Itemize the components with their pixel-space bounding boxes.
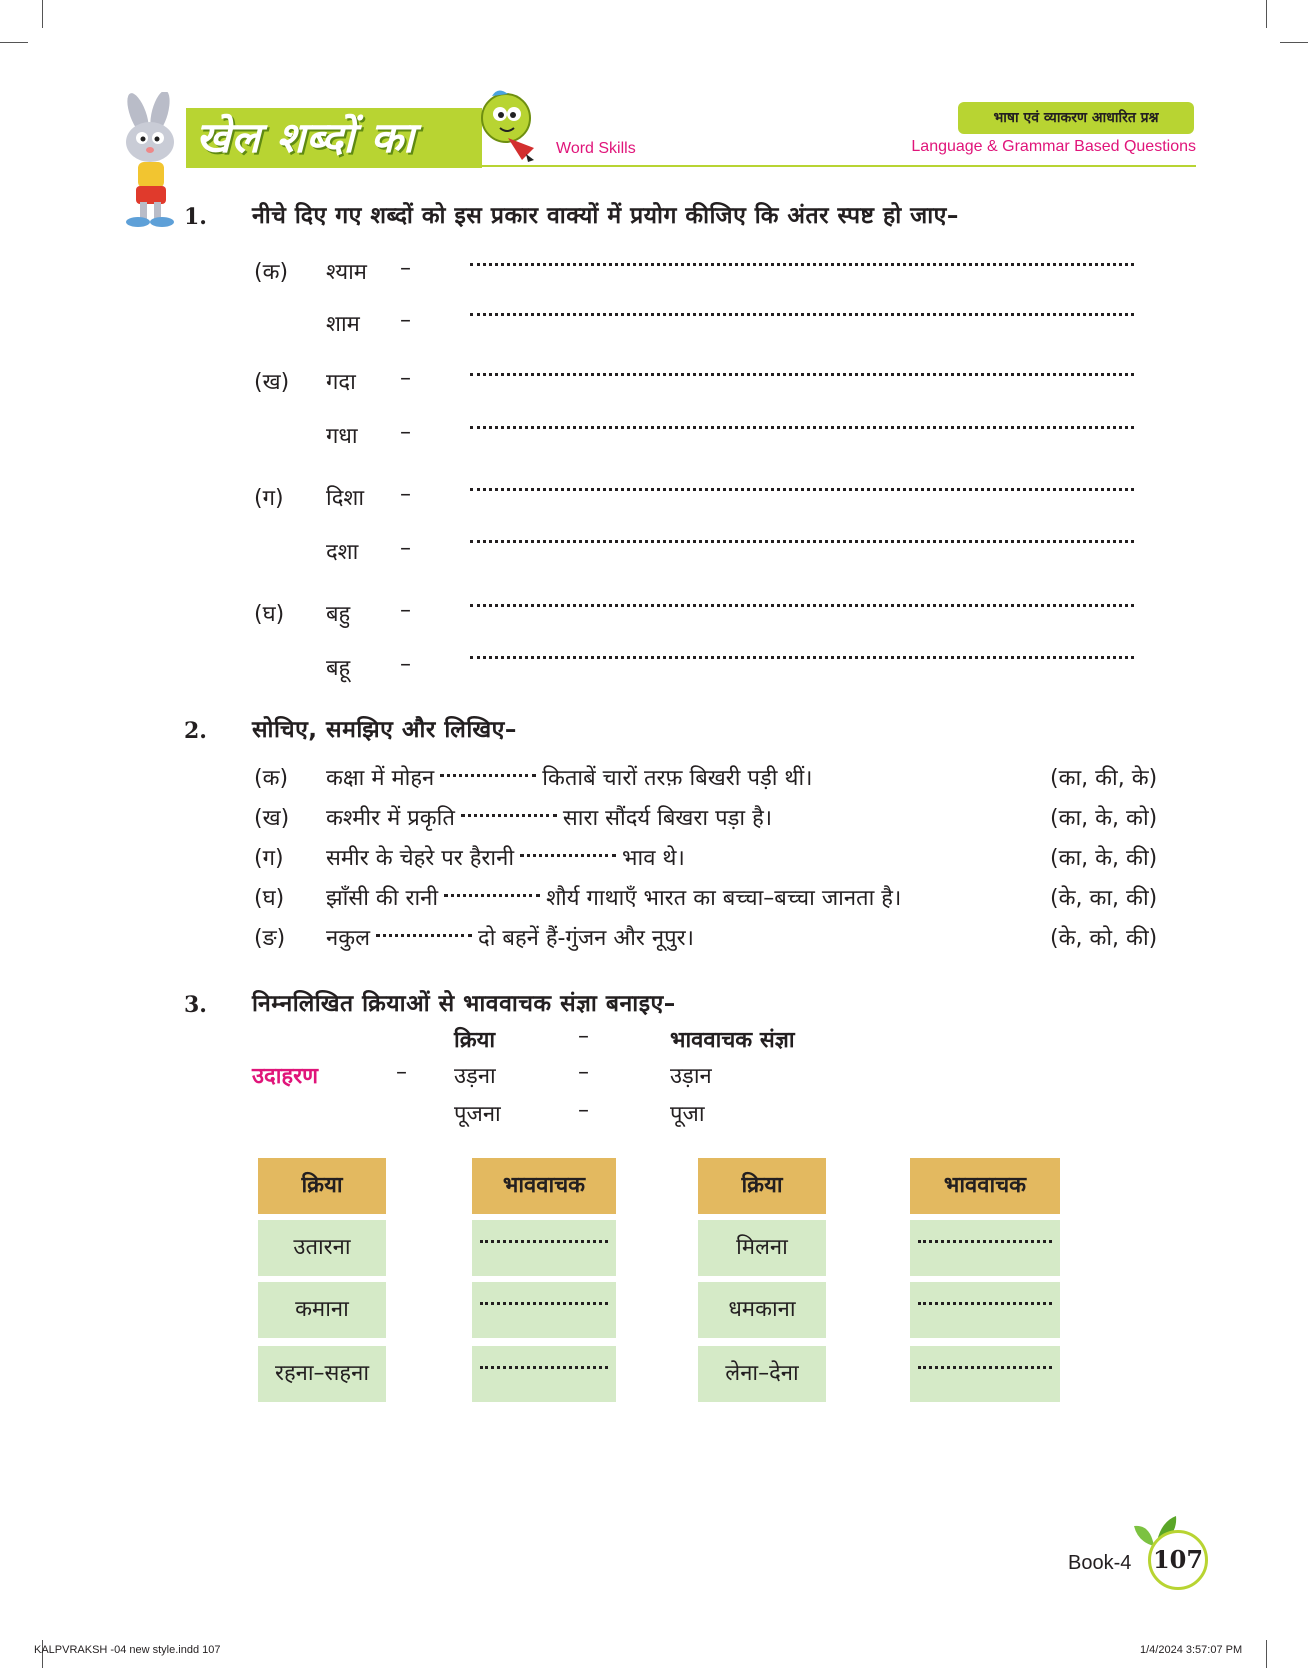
fill-blank-row bbox=[326, 922, 694, 952]
question-number: 2. bbox=[184, 718, 207, 744]
item-label: (ग) bbox=[254, 846, 284, 871]
crop-mark bbox=[42, 0, 43, 28]
blank-line[interactable] bbox=[461, 814, 557, 817]
item-word: बहु bbox=[326, 602, 351, 627]
item-label: (क) bbox=[254, 766, 289, 791]
item-label: (क) bbox=[254, 260, 289, 285]
blank-line bbox=[918, 1302, 1052, 1305]
answer-line[interactable] bbox=[470, 488, 1134, 491]
sentence-start: कश्मीर में प्रकृति bbox=[326, 806, 455, 831]
example-dash: – bbox=[578, 1024, 589, 1049]
answer-line[interactable] bbox=[470, 656, 1134, 659]
options: (का, की, के) bbox=[1050, 766, 1158, 791]
example-label: उदाहरण bbox=[252, 1064, 319, 1089]
table-cell-kriya: उतारना bbox=[258, 1220, 386, 1276]
item-dash: – bbox=[400, 536, 411, 561]
blank-line bbox=[918, 1366, 1052, 1369]
item-word: गधा bbox=[326, 424, 358, 449]
example-kriya: उड़ना bbox=[454, 1064, 496, 1089]
item-label: (घ) bbox=[254, 602, 285, 627]
item-label: (ङ) bbox=[254, 926, 286, 951]
item-word: गदा bbox=[326, 370, 356, 395]
sentence-start: झाँसी की रानी bbox=[326, 886, 439, 911]
rabbit-mascot-icon bbox=[108, 92, 188, 232]
item-label: (ग) bbox=[254, 486, 284, 511]
example-head-kriya: क्रिया bbox=[454, 1028, 496, 1053]
answer-line[interactable] bbox=[470, 540, 1134, 543]
options: (का, के, की) bbox=[1050, 846, 1158, 871]
example-dash: – bbox=[578, 1060, 589, 1085]
item-dash: – bbox=[400, 482, 411, 507]
question-number: 3. bbox=[184, 992, 207, 1018]
item-word: बहू bbox=[326, 656, 351, 681]
topic-subtitle: Language & Grammar Based Questions bbox=[911, 138, 1196, 155]
fill-blank-row bbox=[326, 802, 772, 832]
header-rule bbox=[470, 165, 1196, 167]
item-word: दिशा bbox=[326, 486, 365, 511]
example-dash: – bbox=[578, 1098, 589, 1123]
print-timestamp: 1/4/2024 3:57:07 PM bbox=[1140, 1644, 1243, 1656]
table-cell-answer[interactable] bbox=[910, 1346, 1060, 1402]
options: (के, को, की) bbox=[1050, 926, 1158, 951]
blank-line[interactable] bbox=[440, 774, 536, 777]
fill-blank-row bbox=[326, 762, 813, 792]
table-header-bhav: भाववाचक bbox=[472, 1158, 616, 1214]
answer-line[interactable] bbox=[470, 373, 1134, 376]
table-cell-kriya: धमकाना bbox=[698, 1282, 826, 1338]
crop-mark bbox=[1266, 0, 1267, 28]
item-word: दशा bbox=[326, 540, 359, 565]
table-header-kriya: क्रिया bbox=[258, 1158, 386, 1214]
item-word: शाम bbox=[326, 312, 360, 337]
table-header-kriya: क्रिया bbox=[698, 1158, 826, 1214]
sentence-start: कक्षा में मोहन bbox=[326, 766, 435, 791]
blank-line[interactable] bbox=[520, 854, 616, 857]
item-dash: – bbox=[400, 652, 411, 677]
example-head-bhav: भाववाचक संज्ञा bbox=[670, 1028, 795, 1053]
crop-mark bbox=[1266, 1640, 1267, 1668]
table-cell-kriya: रहना–सहना bbox=[258, 1346, 386, 1402]
example-kriya: पूजना bbox=[454, 1102, 501, 1127]
sentence-end: दो बहनें हैं-गुंजन और नूपुर। bbox=[478, 926, 694, 951]
sentence-end: सारा सौंदर्य बिखरा पड़ा है। bbox=[562, 806, 773, 831]
fill-blank-row bbox=[326, 842, 685, 872]
item-dash: – bbox=[400, 598, 411, 623]
item-word: श्याम bbox=[326, 260, 367, 285]
question-text: सोचिए, समझिए और लिखिए– bbox=[252, 717, 517, 743]
sentence-start: समीर के चेहरे पर हैरानी bbox=[326, 846, 515, 871]
page-number: 107 bbox=[1148, 1530, 1208, 1590]
question-text: निम्नलिखित क्रियाओं से भाववाचक संज्ञा बनाइए– bbox=[252, 991, 676, 1017]
answer-line[interactable] bbox=[470, 604, 1134, 607]
page-title: खेल शब्दों का bbox=[196, 113, 415, 162]
table-cell-answer[interactable] bbox=[472, 1346, 616, 1402]
book-label: Book-4 bbox=[1068, 1552, 1132, 1574]
sentence-start: नकुल bbox=[326, 926, 371, 951]
answer-line[interactable] bbox=[470, 263, 1134, 266]
table-header-bhav: भाववाचक bbox=[910, 1158, 1060, 1214]
item-dash: – bbox=[400, 366, 411, 391]
blank-line bbox=[480, 1366, 608, 1369]
item-label: (ख) bbox=[254, 806, 290, 831]
answer-line[interactable] bbox=[470, 313, 1134, 316]
example-bhav: उड़ान bbox=[670, 1064, 712, 1089]
table-cell-kriya: कमाना bbox=[258, 1282, 386, 1338]
blank-line[interactable] bbox=[376, 934, 472, 937]
fill-blank-row bbox=[326, 882, 901, 912]
blank-line bbox=[480, 1302, 608, 1305]
question-number: 1. bbox=[184, 204, 207, 230]
blank-line bbox=[918, 1240, 1052, 1243]
table-cell-answer[interactable] bbox=[910, 1220, 1060, 1276]
example-bhav: पूजा bbox=[670, 1102, 705, 1127]
sentence-end: किताबें चारों तरफ़ बिखरी पड़ी थीं। bbox=[542, 766, 813, 791]
table-cell-answer[interactable] bbox=[910, 1282, 1060, 1338]
pencil-mascot-icon bbox=[478, 88, 540, 164]
item-label: (घ) bbox=[254, 886, 285, 911]
item-dash: – bbox=[400, 256, 411, 281]
table-cell-answer[interactable] bbox=[472, 1282, 616, 1338]
table-cell-answer[interactable] bbox=[472, 1220, 616, 1276]
answer-line[interactable] bbox=[470, 426, 1134, 429]
blank-line[interactable] bbox=[444, 894, 540, 897]
table-cell-kriya: लेना–देना bbox=[698, 1346, 826, 1402]
sentence-end: भाव थे। bbox=[622, 846, 685, 871]
blank-line bbox=[480, 1240, 608, 1243]
options: (के, का, की) bbox=[1050, 886, 1158, 911]
item-label: (ख) bbox=[254, 370, 290, 395]
item-dash: – bbox=[400, 420, 411, 445]
crop-mark bbox=[0, 42, 28, 43]
sentence-end: शौर्य गाथाएँ भारत का बच्चा–बच्चा जानता है। bbox=[546, 886, 902, 911]
question-text: नीचे दिए गए शब्दों को इस प्रकार वाक्यों में प्रयोग कीजिए कि अंतर स्पष्ट हो जाए– bbox=[252, 203, 959, 229]
options: (का, के, को) bbox=[1050, 806, 1158, 831]
example-dash: – bbox=[396, 1060, 407, 1085]
item-dash: – bbox=[400, 308, 411, 333]
word-skills-label: Word Skills bbox=[556, 140, 636, 157]
table-cell-kriya: मिलना bbox=[698, 1220, 826, 1276]
file-info: KALPVRAKSH -04 new style.indd 107 bbox=[34, 1644, 221, 1656]
topic-badge: भाषा एवं व्याकरण आधारित प्रश्न bbox=[958, 102, 1194, 134]
crop-mark bbox=[1280, 42, 1308, 43]
